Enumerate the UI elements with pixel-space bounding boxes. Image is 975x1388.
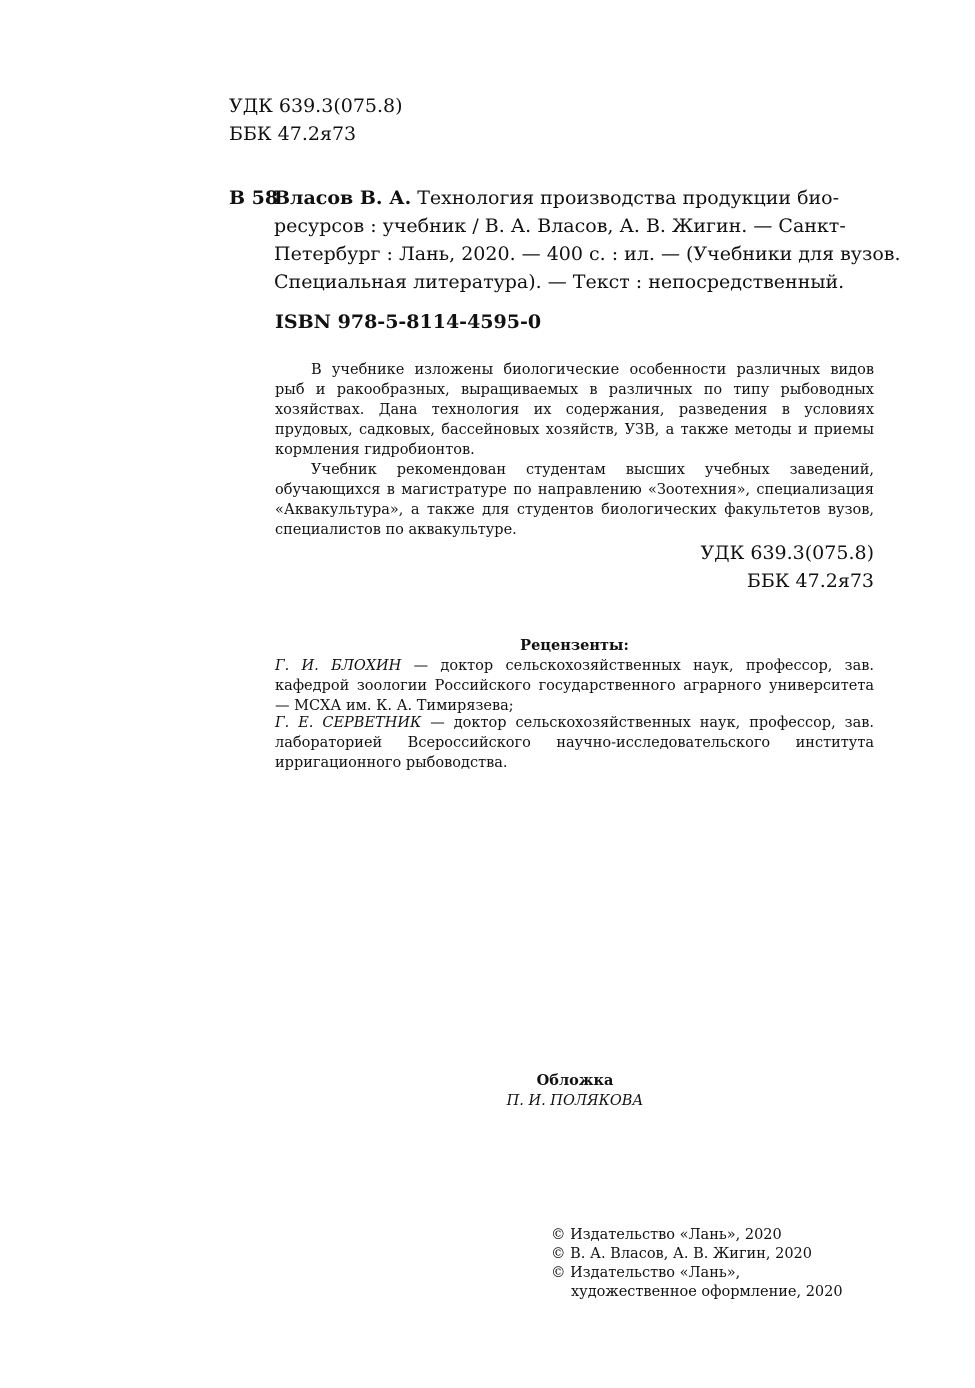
author-mark: В 58 [229,187,279,209]
bibliographic-description [274,184,901,296]
copyright-line-2: © В. А. Власов, А. В. Жигин, 2020 [551,1246,812,1262]
reviewers-title: Рецензенты: [520,637,629,654]
bib-line-1 [274,184,874,212]
bib-line-3: Петербург : Лань, 2020. — 400 с. : ил. — (Учебники для вузов. [274,243,901,265]
reviewer-1 [275,656,874,716]
author-name: Власов В. А. [274,187,412,209]
bib-line-2: ресурсов : учебник / В. А. Власов, А. В. Жигин. — Санкт- [274,215,846,237]
isbn: ISBN 978-5-8114-4595-0 [275,311,542,333]
reviewer-1-name: Г. И. БЛОХИН [275,658,402,674]
reviewer-2-description: — доктор сельскохозяйственных наук, профессор, зав. лабораторией Всероссийского научно-исследовательского института ирригационного рыбоводства. [275,715,875,771]
copyright-block [551,1226,843,1302]
copyright-line-4: художественное оформление, 2020 [571,1284,843,1300]
cover-title: Обложка [536,1072,614,1089]
bbk-code-top: ББК 47.2я73 [229,123,357,145]
bibliographic-record [229,184,901,296]
annotation-paragraph-2: Учебник рекомендован студентам высших учебных заведений, обучающихся в магистратуре по направлению «Зоотехния», специализация «Аквакультура», а также для студентов биологических факультетов вузов, специалистов по аквакультуре. [275,462,874,538]
reviewer-1-description: — доктор сельскохозяйственных наук, профессор, зав. кафедрой зоологии Российского государственного аграрного университета — МСХА им. К. А. Тимирязева; [275,658,874,714]
udk-code-right: УДК 639.3(075.8) [700,542,874,564]
copyright-line-1: © Издательство «Лань», 2020 [551,1227,782,1243]
cover-credit [450,1071,700,1111]
bbk-code-right: ББК 47.2я73 [746,570,874,592]
reviewer-2-name: Г. Е. СЕРВЕТНИК [275,715,422,731]
annotation [275,360,874,540]
title-start: Технология производства продукции био- [417,187,840,209]
bib-line-4: Специальная литература). — Текст : непосредственный. [274,271,845,293]
udk-code-top: УДК 639.3(075.8) [229,95,403,117]
cover-designer: П. И. ПОЛЯКОВА [506,1093,644,1109]
copyright-line-3: © Издательство «Лань», [551,1265,741,1281]
annotation-paragraph-1: В учебнике изложены биологические особенности различных видов рыб и ракообразных, выращиваемых в различных по типу рыбоводных хозяйствах. Дана технология их содержания, разведения в условиях прудовых, садковых, бассейновых хозяйств, УЗВ, а также методы и приемы кормления гидробионтов. [275,362,874,458]
reviewer-2 [275,713,874,773]
